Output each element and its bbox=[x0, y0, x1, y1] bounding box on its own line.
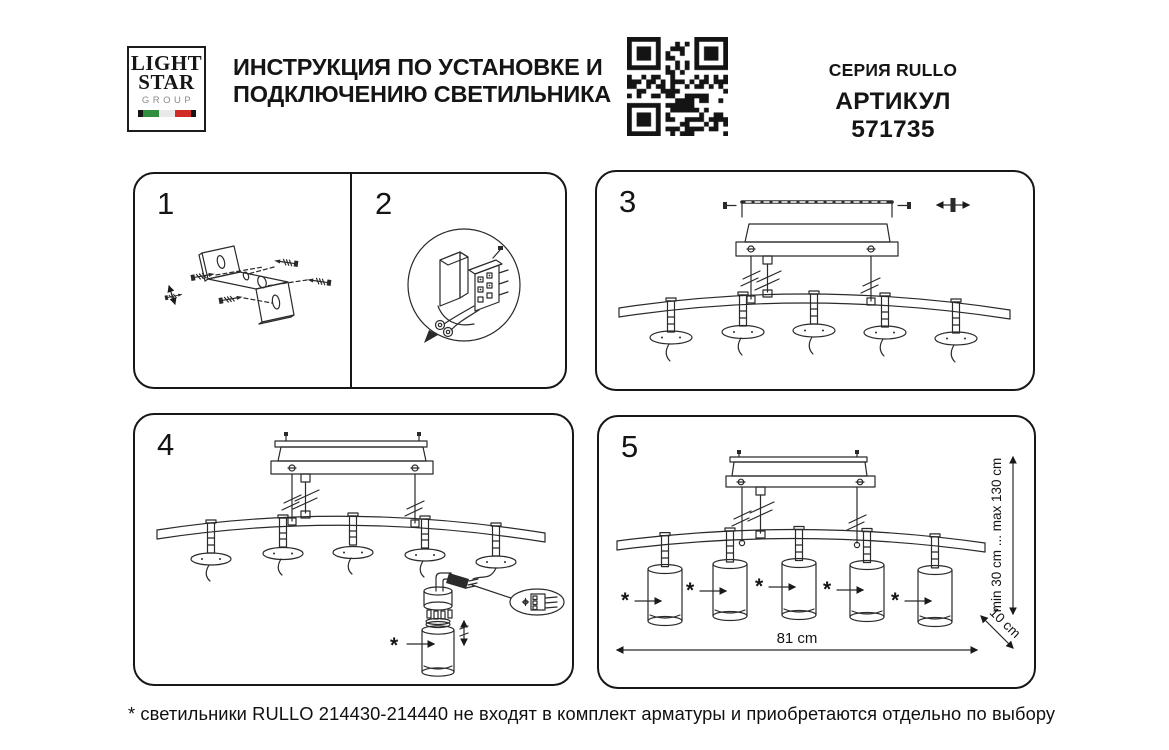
footnote-marker: * bbox=[755, 575, 764, 598]
footnote-marker: * bbox=[621, 589, 630, 612]
title-line-1: ИНСТРУКЦИЯ ПО УСТАНОВКЕ И bbox=[233, 54, 603, 80]
plug-connector bbox=[446, 573, 469, 589]
logo-light: LIGHT bbox=[130, 51, 203, 75]
title-line-2: ПОДКЛЮЧЕНИЮ СВЕТИЛЬНИКА bbox=[233, 81, 611, 107]
wire-arrow bbox=[424, 330, 438, 343]
footnote-marker: * bbox=[891, 589, 900, 612]
height-dimension-label: min 30 cm ... max 130 cm bbox=[989, 457, 1004, 613]
product-info bbox=[795, 60, 991, 144]
italian-flag-bar bbox=[138, 110, 196, 117]
lightstar-logo bbox=[127, 46, 206, 132]
series-label: СЕРИЯ RULLO bbox=[828, 60, 958, 80]
step-number-2: 2 bbox=[375, 186, 393, 221]
footnote-marker: * bbox=[823, 578, 832, 601]
depth-dimension-label: 10 cm bbox=[986, 604, 1024, 641]
panel-step-3 bbox=[595, 170, 1035, 391]
step-number-1: 1 bbox=[157, 186, 175, 221]
step-number-4: 4 bbox=[157, 427, 175, 462]
step5-assembled-lamp-drawing bbox=[599, 417, 1034, 687]
step4-lamp-install-drawing bbox=[135, 415, 572, 684]
panel-steps-1-2 bbox=[133, 172, 567, 389]
screw-icon bbox=[951, 198, 956, 212]
step3-frame-drawing bbox=[597, 172, 1033, 389]
qr-code-icon bbox=[627, 37, 728, 136]
footnote-marker: * bbox=[686, 579, 695, 602]
step-number-5: 5 bbox=[621, 429, 639, 464]
panel-step-4 bbox=[133, 413, 574, 686]
step-number-3: 3 bbox=[619, 184, 637, 219]
logo-star: STAR bbox=[138, 70, 195, 94]
step2-wiring-drawing bbox=[352, 174, 565, 387]
detail-circle bbox=[408, 229, 520, 341]
logo-group: GROUP bbox=[141, 95, 195, 106]
footnote: * светильники RULLO 214430-214440 не входят в комплект арматуры и приобретаются отдельно по выбору bbox=[128, 703, 1056, 724]
panel-step-5 bbox=[597, 415, 1036, 689]
footnote-marker: * bbox=[390, 634, 399, 657]
document-title bbox=[233, 54, 633, 108]
article-label: АРТИКУЛ 571735 bbox=[835, 88, 951, 143]
width-dimension-label: 81 cm bbox=[776, 630, 818, 647]
step1-bracket-drawing bbox=[135, 174, 348, 387]
